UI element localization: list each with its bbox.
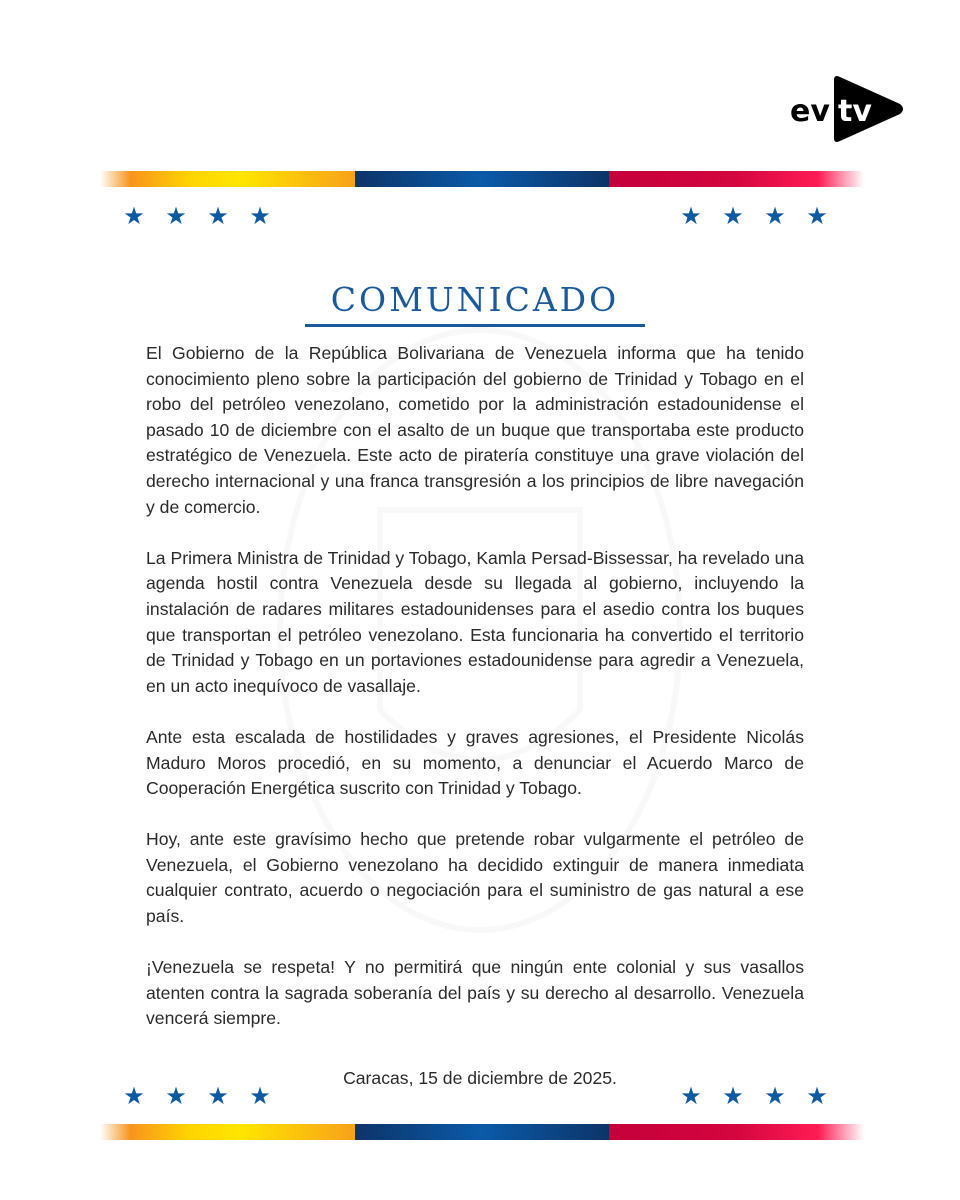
paragraph: Hoy, ante este gravísimo hecho que pretende robar vulgarmente el petróleo de Venezuela, el Gobierno venezolano ha decidido extinguir de manera inmediata cualquier contrato, acuerdo o negociación para el suministro de gas natural a ese país. bbox=[146, 829, 804, 927]
title-underline bbox=[305, 324, 645, 327]
paragraph: ¡Venezuela se respeta! Y no permitirá que ningún ente colonial y sus vasallos atenten contra la sagrada soberanía del país y su derecho al desarrollo. Venezuela vencerá siempre. bbox=[146, 957, 804, 1029]
evtv-logo bbox=[790, 74, 906, 144]
star-icon: ★ bbox=[249, 202, 271, 230]
star-icon: ★ bbox=[806, 202, 828, 230]
flag-yellow-segment bbox=[100, 171, 355, 187]
stars-bottom-right bbox=[680, 1084, 828, 1108]
flag-red-segment bbox=[609, 1124, 864, 1140]
flag-red-segment bbox=[609, 171, 864, 187]
star-icon: ★ bbox=[680, 202, 702, 230]
flag-blue-segment bbox=[355, 1124, 610, 1140]
svg-text:tv: tv bbox=[838, 94, 872, 129]
star-icon: ★ bbox=[123, 202, 145, 230]
signature-date: Caracas, 15 de diciembre de 2025. bbox=[343, 1068, 617, 1088]
star-icon: ★ bbox=[165, 202, 187, 230]
flag-stripe-top bbox=[100, 171, 864, 187]
star-icon: ★ bbox=[764, 202, 786, 230]
star-icon: ★ bbox=[764, 1082, 786, 1110]
flag-stripe-bottom bbox=[100, 1124, 864, 1140]
star-icon: ★ bbox=[249, 1082, 271, 1110]
flag-yellow-segment bbox=[100, 1124, 355, 1140]
star-icon: ★ bbox=[207, 202, 229, 230]
star-icon: ★ bbox=[165, 1082, 187, 1110]
svg-text:ev: ev bbox=[790, 94, 830, 129]
paragraph: Ante esta escalada de hostilidades y graves agresiones, el Presidente Nicolás Maduro Moros procedió, en su momento, a denunciar el Acuerdo Marco de Cooperación Energética suscrito con Trinidad y Tobago. bbox=[146, 726, 804, 799]
paragraph: La Primera Ministra de Trinidad y Tobago, Kamla Persad-Bissessar, ha revelado una agenda hostil contra Venezuela desde su llegada al gobierno, incluyendo la instalación de radares militares estadounidenses para el asedio contra los buques que transportan el petróleo venezolano. Esta funcionaria ha convertido el territorio de Trinidad y Tobago en un portaviones estadounidense para agredir a Venezuela, en un acto inequívoco de vasallaje. bbox=[146, 547, 804, 696]
star-icon: ★ bbox=[806, 1082, 828, 1110]
stars-top-right bbox=[680, 204, 828, 228]
star-icon: ★ bbox=[680, 1082, 702, 1110]
document-body bbox=[146, 341, 804, 1058]
star-icon: ★ bbox=[123, 1082, 145, 1110]
paragraph: El Gobierno de la República Bolivariana de Venezuela informa que ha tenido conocimiento pleno sobre la participación del gobierno de Trinidad y Tobago en el robo del petróleo venezolano, cometido por la administración estadounidense el pasado 10 de diciembre con el asalto de un buque que transportaba este producto estratégico de Venezuela. Este acto de piratería constituye una grave violación del derecho internacional y una franca transgresión a los principios de libre navegación y de comercio. bbox=[146, 343, 804, 517]
document-title: COMUNICADO bbox=[330, 280, 620, 319]
stars-bottom-left bbox=[123, 1084, 271, 1108]
flag-blue-segment bbox=[355, 171, 610, 187]
stars-top-left bbox=[123, 204, 271, 228]
star-icon: ★ bbox=[722, 202, 744, 230]
star-icon: ★ bbox=[722, 1082, 744, 1110]
star-icon: ★ bbox=[207, 1082, 229, 1110]
